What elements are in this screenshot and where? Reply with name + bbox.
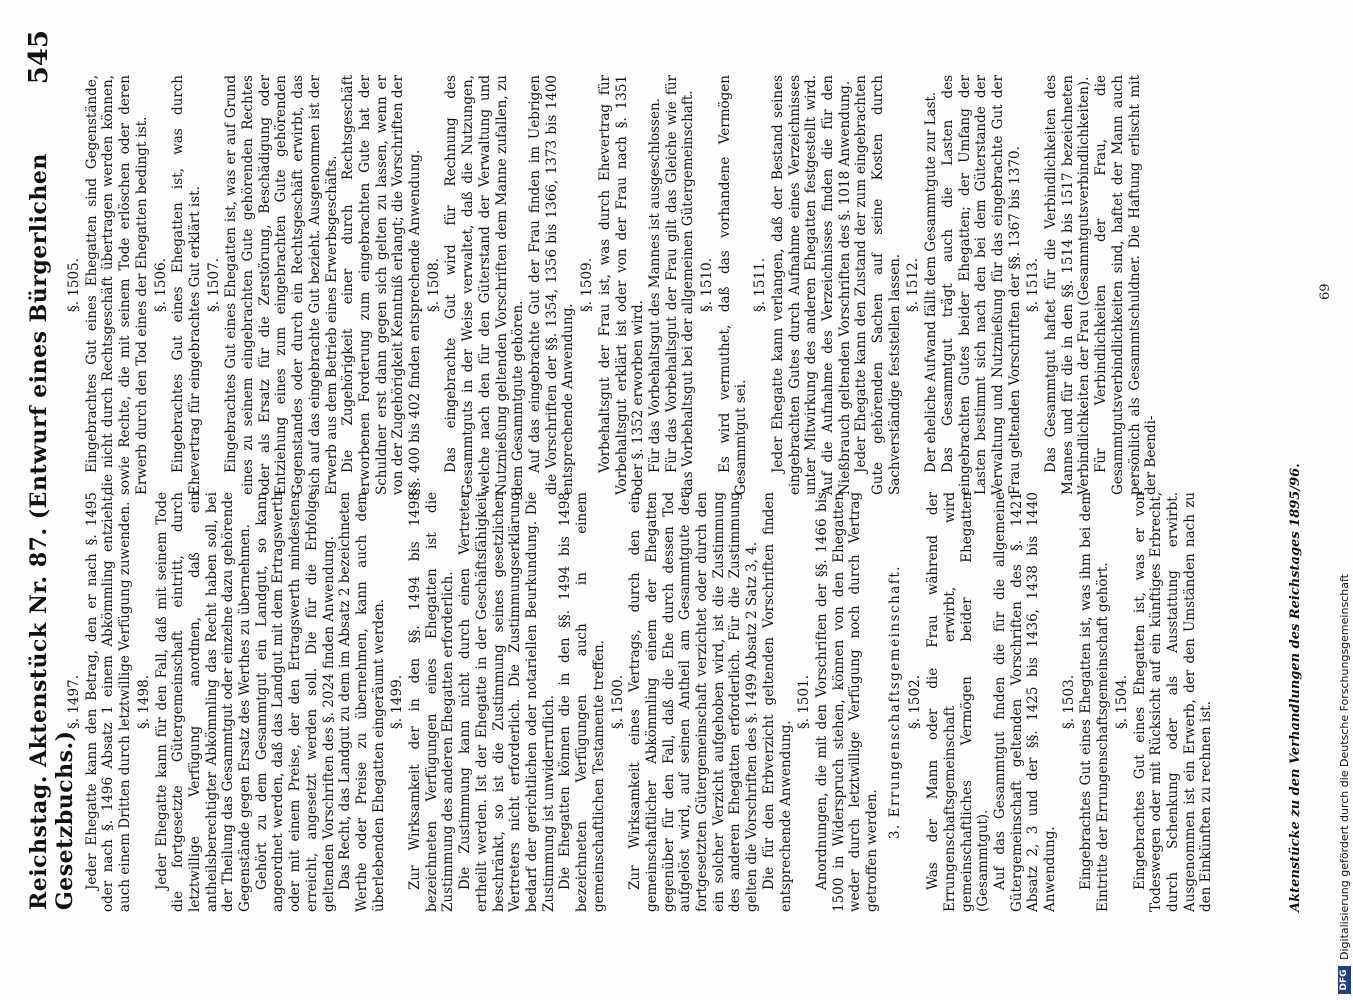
section-heading: §. 1501. (796, 675, 813, 729)
paragraph: Eingebrachtes Gut eines Ehegatten ist, was durch Ehevertrag für eingebrachtes Gut erklärt ist. (170, 75, 203, 495)
paragraph: Zur Wirksamkeit der in den §§. 1494 bis 1498 bezeichneten Verfügungen eines Ehegatten ist die Zustimmung des anderen Ehegatten erforderlich. (407, 492, 457, 912)
paragraph: Für das Vorbehaltsgut des Mannes ist ausgeschlossen. (646, 98, 663, 473)
section-heading: §. 1499. (389, 675, 406, 729)
section-heading: §. 1511. (752, 258, 769, 312)
paragraph: Die für den Erbverzicht geltenden Vorschriften finden entsprechende Anwendung. (760, 492, 794, 912)
running-title: Reichstag. Aktenstück Nr. 87. (Entwurf eines Bürgerlichen Gesetzbuchs.) (26, 153, 78, 910)
section-heading: §. 1513. (1025, 258, 1042, 312)
section-heading: §. 1500. (609, 675, 626, 729)
paragraph: Eingebrachtes Gut eines Ehegatten ist, was er auf Grund eines zu seinem eingebrachten Gute gehörenden Rechtes oder als Ersatz für die Zerstörung, Beschädigung oder Entziehung eines zum eingebrachten Gute gehörenden Gegenstandes oder durch ein Rechtsgeschäft erwirbt, das sich auf das eingebrachte Gut bezieht. Ausgenommen ist der Erwerb aus dem Betrieb eines Erwerbsgeschäfts. (223, 75, 340, 495)
paragraph: Jeder Ehegatte kann den Betrag, den er nach §. 1495 oder nach §. 1496 Absatz 1 einem Abkömmling entzieht, auch einem Dritten durch letztwillige Verfügung zuwenden. (83, 492, 134, 912)
section-heading: §. 1506. (152, 258, 169, 312)
paragraph: Die Zugehörigkeit einer durch Rechtsgeschäft erworbenen Forderung zum eingebrachten Gute hat der Schuldner erst dann gegen sich gelten zu lassen, wenn er von der Zugehörigkeit Kenntniß erlangt; die Vorschriften der §§. 400 bis 402 finden entsprechende Anwendung. (340, 75, 424, 495)
section-heading: §. 1504. (1113, 675, 1130, 729)
paragraph: Vorbehaltsgut der Frau ist, was durch Ehevertrag für Vorbehaltsgut erklärt ist oder von der Frau nach §. 1351 oder §. 1352 erworben wird. (596, 75, 647, 495)
section-heading: §. 1510. (699, 258, 716, 312)
paragraph: Eingebrachtes Gut eines Ehegatten ist, was er von Todeswegen oder mit Rücksicht auf ein künftiges Erbrecht, durch Schenkung oder als Ausstattung erwirbt. Ausgenommen ist ein Erwerb, der den Umständen nach zu den Einkünften zu rechnen ist. (1131, 492, 1215, 912)
page-number-bottom: 69 (1318, 283, 1333, 300)
paragraph: Gehört zu dem Gesammtgut ein Landgut, so kann angeordnet werden, daß das Landgut mit dem Ertragswerth oder mit einem Preise, der den Ertragswerth mindestens erreicht, angesetzt werden soll. Die für die Erbfolge geltenden Vorschriften des §. 2024 finden Anwendung. (253, 492, 337, 912)
paragraph: Das Recht, das Landgut zu dem im Absatz 2 bezeichneten Werthe oder Preise zu übernehmen, kann auch dem überlebenden Ehegatten eingeräumt werden. (337, 492, 387, 912)
section-heading: §. 1505. (66, 258, 82, 312)
section-heading: §. 1509. (579, 258, 596, 312)
paragraph: Jeder Ehegatte kann für den Fall, daß mit seinem Tode die fortgesetzte Gütergemeinschaft eintritt, durch letztwillige Verfügung anordnen, daß ein antheilsberechtigter Abkömmling das Recht haben soll, bei der Theilung das Gesammtgut oder einzelne dazu gehörende Gegenstände gegen Ersatz des Werthes zu übernehmen. (153, 492, 254, 912)
paragraph: Auf das eingebrachte Gut der Frau finden im Uebrigen die Vorschriften der §§. 1354, 1356 bis 1366, 1373 bis 1400 entsprechende Anwendung. (526, 75, 577, 495)
paragraph: Die Zustimmung kann nicht durch einen Vertreter ertheilt werden. Ist der Ehegatte in der Geschäftsfähigkeit beschränkt, so ist die Zustimmung seines gesetzlichen Vertreters nicht erforderlich. Die Zustimmungserklärung bedarf der gerichtlichen oder notariellen Beurkundung. Die Zustimmung ist unwiderruflich. (457, 492, 557, 912)
footer-note: Aktenstücke zu den Verhandlungen des Reichstages 1895/96. (1288, 463, 1303, 912)
paragraph: Anordnungen, die mit den Vorschriften der §§. 1466 bis 1500 in Widerspruch stehen, können von den Ehegatten weder durch letztwillige Verfügung noch durch Vertrag getroffen werden. (813, 492, 881, 912)
section-heading: §. 1503. (1060, 675, 1077, 729)
section-heading: §. 1512. (905, 258, 922, 312)
section-heading: §. 1502. (907, 675, 924, 729)
paragraph: Der eheliche Aufwand fällt dem Gesammtgute zur Last. (923, 91, 940, 473)
paragraph: Das eingebrachte Gut wird für Rechnung des Gesammtguts in der Weise verwaltet, daß die Nutzungen, welche nach den für den Güterstand der Verwaltung und Nutznießung geltenden Vorschriften dem Manne zufallen, zu dem Gesammtgute gehören. (443, 75, 527, 495)
paragraph: Eingebrachtes Gut eines Ehegatten ist, was ihm bei dem Eintritte der Errungenschaftsgemeinschaft gehört. (1078, 492, 1112, 912)
paragraph: Die Ehegatten können die in den §§. 1494 bis 1498 bezeichneten Verfügungen auch in einem gemeinschaftlichen Testamente treffen. (557, 492, 607, 912)
subsection-heading: 3. Errungenschaftsgemeinschaft. (886, 564, 903, 840)
page-number-top: 545 (24, 30, 54, 85)
section-heading: §. 1507. (205, 258, 222, 312)
section-heading: §. 1497. (66, 675, 82, 729)
paragraph: Das Gesammtgut haftet für die Verbindlichkeiten des Mannes und für die in den §§. 1514 bis 1517 bezeichneten Verbindlichkeiten der Frau (Gesammtgutsverbindlichkeiten). (1043, 75, 1093, 495)
section-heading: §. 1508. (425, 258, 442, 312)
paragraph: Jeder Ehegatte kann verlangen, daß der Bestand seines eingebrachten Gutes durch Aufnahme eines Verzeichnisses unter Mitwirkung des anderen Ehegatten festgestellt wird. Auf die Aufnahme des Verzeichnisses finden die für den Nießbrauch geltenden Vorschriften des §. 1018 Anwendung. (769, 75, 853, 495)
dfg-logo: DFG (1338, 966, 1351, 994)
paragraph: Eingebrachtes Gut eines Ehegatten sind Gegenstände, die nicht durch Rechtsgeschäft übertragen werden können, sowie Rechte, die mit seinem Tode erlöschen oder deren Erwerb durch den Tod eines der Ehegatten bedingt ist. (83, 75, 150, 495)
section-heading: §. 1498. (135, 675, 152, 729)
paragraph: Was der Mann oder die Frau während der Errungenschaftsgemeinschaft erwirbt, wird gemeinschaftliches Vermögen beider Ehegatten (Gesammtgut). (925, 492, 992, 912)
funding-sidebar (1338, 0, 1353, 1000)
paragraph: Für das Vorbehaltsgut der Frau gilt das Gleiche wie für das Vorbehaltsgut bei der allgemeinen Gütergemeinschaft. (663, 75, 697, 495)
paragraph: Zur Wirksamkeit eines Vertrags, durch den ein gemeinschaftlicher Abkömmling einem der Ehegatten gegenüber für den Fall, daß die Ehe durch dessen Tod aufgelöst wird, auf seinen Antheil am Gesammtgute der fortgesetzten Gütergemeinschaft verzichtet oder durch den ein solcher Verzicht aufgehoben wird, ist die Zustimmung des anderen Ehegatten erforderlich. Für die Zustimmung gelten die Vorschriften des §. 1499 Absatz 2 Satz 3, 4. (627, 492, 761, 912)
right-column (64, 75, 1160, 495)
paragraph: Für Verbindlichkeiten der Frau, die Gesammtgutsverbindlichkeiten sind, haftet der Mann auch persönlich als Gesammtschuldner. Die Haftung erlischt mit der Beendi- (1093, 75, 1160, 495)
left-column (64, 492, 1215, 912)
paragraph: Es wird vermuthet, daß das vorhandene Vermögen Gesammtgut sei. (716, 75, 750, 495)
paragraph: Das Gesammtgut trägt auch die Lasten des eingebrachten Gutes beider Ehegatten; der Umfang der Lasten bestimmt sich nach den bei dem Güterstande der Verwaltung und Nutznießung für das eingebrachte Gut der Frau geltenden Vorschriften der §§. 1367 bis 1370. (939, 75, 1023, 495)
funding-note: Digitalisierung gefördert durch die Deutsche Forschungsgemeinschaft (1338, 574, 1351, 960)
paragraph: Auf das Gesammtgut finden die für die allgemeine Gütergemeinschaft geltenden Vorschriften des §. 1421 Absatz 2, 3 und der §§. 1425 bis 1436, 1438 bis 1440 Anwendung. (991, 492, 1059, 912)
paragraph: Jeder Ehegatte kann den Zustand der zum eingebrachten Gute gehörenden Sachen auf seine Kosten durch Sachverständige feststellen lassen. (853, 75, 903, 495)
